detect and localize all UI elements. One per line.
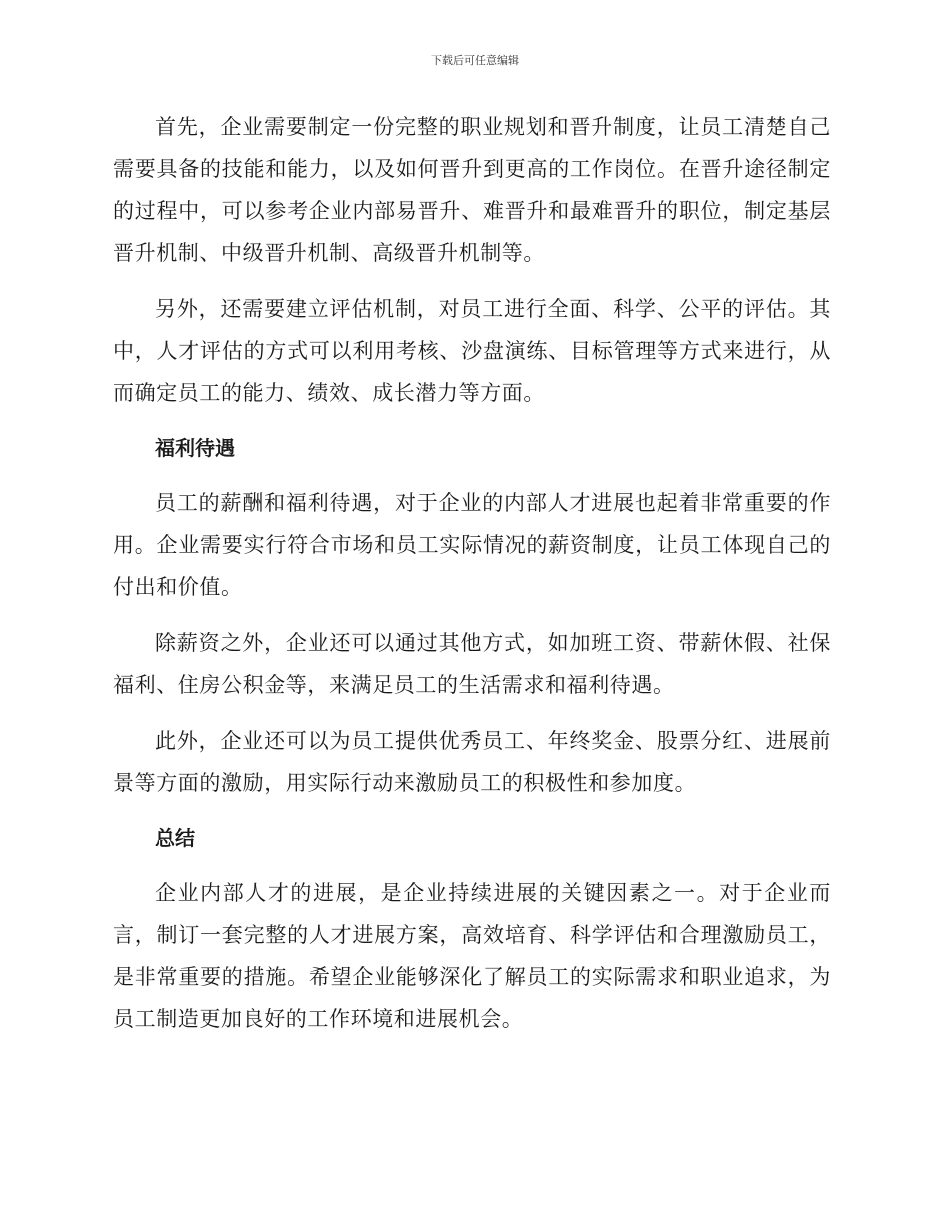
document-body bbox=[113, 106, 831, 1054]
paragraph-other-benefits: 除薪资之外，企业还可以通过其他方式，如加班工资、带薪休假、社保福利、住房公积金等，来满足员工的生活需求和福利待遇。 bbox=[113, 631, 831, 697]
paragraph-career-planning: 首先，企业需要制定一份完整的职业规划和晋升制度，让员工清楚自己需要具备的技能和能力，以及如何晋升到更高的工作岗位。在晋升途径制定的过程中，可以参考企业内部易晋升、难晋升和最难晋升的职位，制定基层晋升机制、中级晋升机制、高级晋升机制等。 bbox=[113, 115, 831, 265]
paragraph-salary: 员工的薪酬和福利待遇，对于企业的内部人才进展也起着非常重要的作用。企业需要实行符合市场和员工实际情况的薪资制度，让员工体现自己的付出和价值。 bbox=[113, 491, 831, 599]
paragraph-summary: 企业内部人才的进展，是企业持续进展的关键因素之一。对于企业而言，制订一套完整的人才进展方案，高效培育、科学评估和合理激励员工，是非常重要的措施。希望企业能够深化了解员工的实际需求和职业追求，为员工制造更加良好的工作环境和进展机会。 bbox=[113, 881, 831, 1031]
page-header: 下载后可任意编辑 bbox=[431, 54, 519, 67]
section-heading-benefits: 福利待遇 bbox=[155, 436, 235, 460]
paragraph-evaluation: 另外，还需要建立评估机制，对员工进行全面、科学、公平的评估。其中，人才评估的方式可以利用考核、沙盘演练、目标管理等方式来进行，从而确定员工的能力、绩效、成长潜力等方面。 bbox=[113, 297, 831, 405]
paragraph-incentives: 此外，企业还可以为员工提供优秀员工、年终奖金、股票分红、进展前景等方面的激励，用实际行动来激励员工的积极性和参加度。 bbox=[113, 729, 831, 795]
section-heading-summary: 总结 bbox=[155, 826, 195, 850]
